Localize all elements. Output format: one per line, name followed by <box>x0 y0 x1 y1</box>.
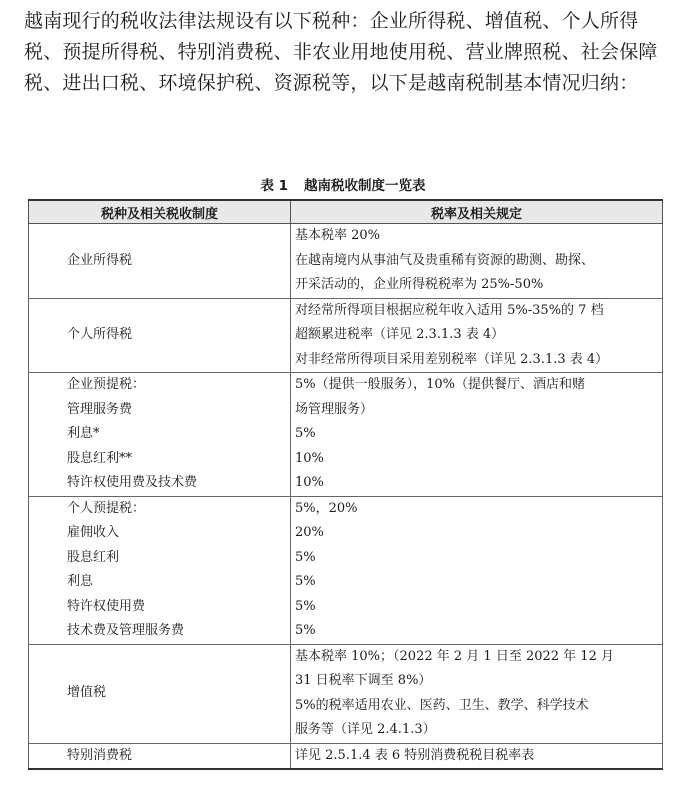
table-caption-title: 越南税收制度一览表 <box>304 178 426 194</box>
intro-paragraph: 越南现行的税收法律法规设有以下税种：企业所得税、增值税、个人所得税、预提所得税、特别消费税、非农业用地使用税、营业牌照税、社会保障税、进出口税、环境保护税、资源税等，以下是越南税制基本情况归纳： <box>24 10 658 94</box>
tax-rate-cell: 基本税率 10%；（2022 年 2 月 1 日至 2022 年 12 月 31 日税率下调至 8%） 5%的税率适用农业、医药、卫生、教学、科学技术 服务等（详见 2.4.1.3） <box>291 644 663 743</box>
header-tax-rate: 税率及相关规定 <box>291 200 663 224</box>
table-row <box>29 496 663 644</box>
tax-rate-cell: 基本税率 20% 在越南境内从事油气及贵重稀有资源的勘测、勘探、 开采活动的，企业所得税税率为 25%-50% <box>291 224 663 299</box>
tax-rate-cell: 5%，20% 20% 5% 5% 5% 5% <box>291 496 663 644</box>
tax-type-cell: 个人预提税： 雇佣收入 股息红利 利息 特许权使用费 技术费及管理服务费 <box>29 496 291 644</box>
tax-type-cell: 特别消费税 <box>29 743 291 769</box>
tax-type-cell: 个人所得税 <box>29 298 291 373</box>
tax-type-cell: 增值税 <box>29 644 291 743</box>
table-row <box>29 743 663 769</box>
tax-table <box>28 199 663 770</box>
table-caption-number: 表 1 <box>260 178 289 194</box>
table-caption <box>0 174 686 194</box>
tax-rate-cell: 5%（提供一般服务），10%（提供餐厅、酒店和赌 场管理服务） 5% 10% 10% <box>291 373 663 497</box>
table-header-row <box>29 200 663 224</box>
table-row <box>29 298 663 373</box>
table-row <box>29 644 663 743</box>
tax-type-cell: 企业预提税： 管理服务费 利息* 股息红利** 特许权使用费及技术费 <box>29 373 291 497</box>
header-tax-type: 税种及相关税收制度 <box>29 200 291 224</box>
tax-rate-cell: 对经常所得项目根据应税年收入适用 5%-35%的 7 档 超额累进税率（详见 2.3.1.3 表 4） 对非经常所得项目采用差别税率（详见 2.3.1.3 表 4） <box>291 298 663 373</box>
table-row <box>29 224 663 299</box>
tax-type-cell: 企业所得税 <box>29 224 291 299</box>
tax-rate-cell: 详见 2.5.1.4 表 6 特别消费税税目税率表 <box>291 743 663 769</box>
table-row <box>29 373 663 497</box>
